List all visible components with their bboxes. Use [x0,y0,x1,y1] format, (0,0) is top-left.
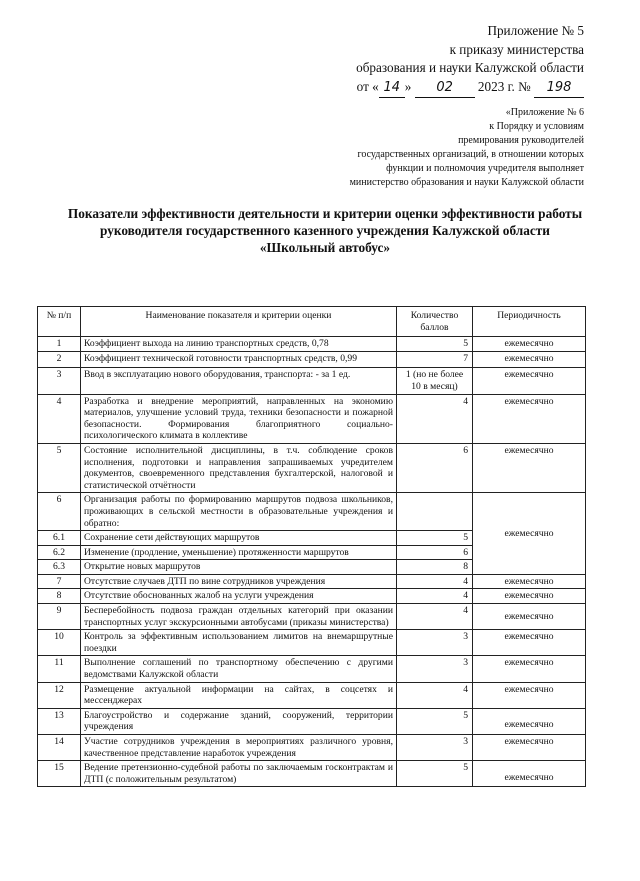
order-month: 02 [415,79,475,99]
table-row: 6.1 Сохранение сети действующих маршрутов 5 [38,531,586,546]
header-name: Наименование показателя и критерии оценки [81,307,397,337]
sub-header-line: премирования руководителей [458,135,584,146]
sub-header-line: к Порядку и условиям [489,121,584,132]
header-no: № п/п [38,307,81,337]
table-row: 7 Отсутствие случаев ДТП по вине сотрудников учреждения 4 ежемесячно [38,574,586,589]
document-header [254,22,584,98]
order-date-line: от « 14 » 02 2023 г. № 198 [254,78,584,99]
table-row: 2 Коэффициент технической готовности транспортных средств, 0,99 7 ежемесячно [38,351,586,368]
table-header-row [38,307,586,337]
table-row: 11 Выполнение соглашений по транспортному обеспечению с другими ведомствами Калужской области 3 ежемесячно [38,656,586,682]
table-row: 6.2 Изменение (продление, уменьшение) протяженности маршрутов 6 [38,545,586,560]
table-row: 5 Состояние исполнительной дисциплины, в т.ч. соблюдение сроков исполнения, подготовки и направления запрашиваемых учредителем документов, своевременного представления бухгалтерской, налоговой и статистической отчётности 6 ежемесячно [38,443,586,492]
table-row: 1 Коэффициент выхода на линию транспортных средств, 0,78 5 ежемесячно [38,337,586,352]
appendix-number: Приложение № 5 [487,23,584,38]
order-number: 198 [534,79,584,99]
header-points: Количество баллов [397,307,473,337]
ministry-name: образования и науки Калужской области [356,60,584,75]
table-row: 14 Участие сотрудников учреждения в мероприятиях различного уровня, качественное представление наработок учреждения 3 ежемесячно [38,735,586,761]
order-reference: к приказу министерства [449,41,584,57]
criteria-table [37,306,586,787]
sub-header [224,106,584,190]
sub-header-line: министерство образования и науки Калужской области [349,177,584,188]
sub-header-line: государственных организаций, в отношении которых [357,149,584,160]
table-row: 15 Ведение претензионно-судебной работы по заключаемым госконтрактам и ДТП (с положительным результатом) 5 ежемесячно [38,761,586,787]
table-row: 10 Контроль за эффективным использованием лимитов на внемаршрутные поездки 3 ежемесячно [38,630,586,656]
table-row: 3 Ввод в эксплуатацию нового оборудования, транспорта: - за 1 ед. 1 (но не более 10 в месяц) ежемесячно [38,368,586,394]
order-year: 2023 г. № [477,78,531,94]
table-row: 9 Бесперебойность подвоза граждан отдельных категорий при оказании транспортных услуг экскурсионными автобусами (приказы министерства) 4 ежемесячно [38,604,586,630]
document-title: Показатели эффективности деятельности и критерии оценки эффективности работы руководителя государственного казенного учреждения Калужской области «Школьный автобус» [67,206,583,255]
table-row: 4 Разработка и внедрение мероприятий, направленных на экономию материалов, улучшение условий труда, техники безопасности и пожарной безопасности. Формирования благоприятного социально-психологического климата в коллективе 4 ежемесячно [38,394,586,443]
table-row: 6 Организация работы по формированию маршрутов подвоза школьников, проживающих в сельской местности в образовательные учреждения и обратно: ежемесячно [38,493,586,531]
order-day: 14 [379,79,405,99]
sub-header-line: функции и полномочия учредителя выполняет [386,163,584,174]
sub-header-line: «Приложение № 6 [505,107,584,118]
table-row: 6.3 Открытие новых маршрутов 8 [38,560,586,575]
table-row: 12 Размещение актуальной информации на сайтах, в соцсетях и мессенджерах 4 ежемесячно [38,682,586,708]
header-period: Периодичность [473,307,586,337]
table-row: 13 Благоустройство и содержание зданий, сооружений, территории учреждения 5 ежемесячно [38,708,586,734]
table-row: 8 Отсутствие обоснованных жалоб на услуги учреждения 4 ежемесячно [38,589,586,604]
